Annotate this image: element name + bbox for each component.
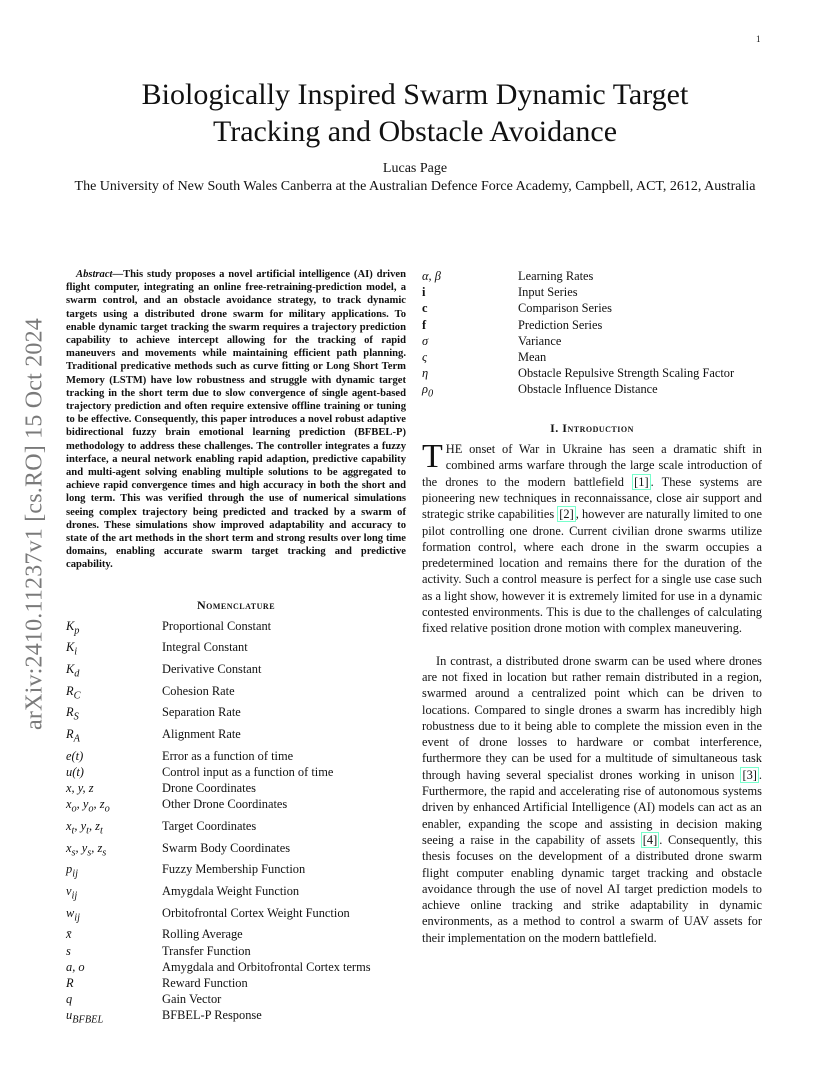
table-row bbox=[422, 268, 734, 284]
nomenclature-desc: Fuzzy Membership Function bbox=[162, 862, 306, 877]
nomenclature-desc: Drone Coordinates bbox=[162, 781, 256, 796]
nomenclature-desc: Proportional Constant bbox=[162, 618, 272, 633]
nomenclature-symbol: $K_i$ bbox=[66, 640, 78, 658]
nomenclature-desc: Transfer Function bbox=[162, 943, 251, 958]
nomenclature-symbol: $\rho_0$ bbox=[422, 382, 434, 400]
table-row bbox=[422, 365, 734, 381]
affiliation: The University of New South Wales Canberra at the Australian Defence Force Academy, Campbell, ACT, 2612, Australia bbox=[74, 179, 756, 194]
nomenclature-desc: Swarm Body Coordinates bbox=[162, 840, 291, 855]
nomenclature-symbol: σ bbox=[422, 333, 429, 348]
table-row bbox=[66, 704, 371, 726]
table-row bbox=[66, 991, 371, 1007]
nomenclature-desc: Target Coordinates bbox=[162, 818, 257, 833]
right-column bbox=[422, 268, 762, 946]
nomenclature-symbol: $K_d$ bbox=[66, 662, 80, 680]
author: Lucas Page bbox=[382, 161, 448, 176]
page-number: 1 bbox=[756, 34, 761, 44]
nomenclature-symbol: q bbox=[66, 992, 73, 1007]
introduction-heading: I. Introduction bbox=[550, 421, 634, 436]
nomenclature-table-right bbox=[422, 268, 734, 403]
table-row bbox=[66, 748, 371, 764]
nomenclature-desc: Obstacle Repulsive Strength Scaling Factor bbox=[518, 366, 735, 381]
nomenclature-desc: BFBEL-P Response bbox=[162, 1008, 262, 1023]
table-row bbox=[66, 861, 371, 883]
table-row bbox=[422, 381, 734, 403]
nomenclature-symbol: $v_{ij}$ bbox=[66, 884, 78, 902]
arxiv-id: arXiv:2410.11237v1 [cs.RO] 15 Oct 2024 bbox=[21, 318, 48, 730]
title-line-1: Biologically Inspired Swarm Dynamic Target bbox=[141, 78, 689, 111]
nomenclature-desc: Derivative Constant bbox=[162, 662, 262, 677]
paper-title bbox=[60, 76, 770, 150]
nomenclature-desc: Gain Vector bbox=[162, 992, 222, 1007]
nomenclature-desc: Prediction Series bbox=[518, 317, 603, 332]
nomenclature-desc: Obstacle Influence Distance bbox=[518, 382, 658, 397]
table-row bbox=[422, 317, 734, 333]
nomenclature-symbol: $K_p$ bbox=[66, 618, 80, 637]
table-row bbox=[66, 618, 371, 640]
nomenclature-symbol: x̄ bbox=[66, 927, 72, 942]
nomenclature-desc: Learning Rates bbox=[518, 269, 594, 283]
table-row bbox=[66, 764, 371, 780]
nomenclature-desc: Amygdala Weight Function bbox=[162, 884, 300, 898]
table-row bbox=[66, 796, 371, 818]
left-column bbox=[66, 268, 406, 1029]
table-row bbox=[422, 284, 734, 300]
title-line-2: Tracking and Obstacle Avoidance bbox=[212, 115, 618, 148]
nomenclature-symbol: α, β bbox=[422, 269, 441, 283]
table-row bbox=[66, 639, 371, 661]
table-row bbox=[66, 905, 371, 927]
nomenclature-symbol: $u_{BFBEL}$ bbox=[66, 1008, 104, 1026]
drop-cap: T bbox=[422, 438, 443, 476]
nomenclature-symbol: $w_{ij}$ bbox=[66, 905, 81, 924]
nomenclature-symbol: i bbox=[422, 285, 426, 300]
table-row bbox=[66, 683, 371, 705]
table-row bbox=[66, 661, 371, 683]
table-row bbox=[66, 926, 371, 942]
nomenclature-symbol: η bbox=[422, 366, 429, 381]
nomenclature-desc: Variance bbox=[518, 333, 562, 348]
nomenclature-desc: Comparison Series bbox=[518, 301, 612, 316]
nomenclature-desc: Alignment Rate bbox=[162, 727, 241, 742]
nomenclature-desc: Cohesion Rate bbox=[162, 683, 235, 698]
nomenclature-symbol: $x_t$, $y_t$, $z_t$ bbox=[66, 818, 103, 837]
nomenclature-desc: Input Series bbox=[518, 285, 578, 300]
table-row bbox=[66, 818, 371, 840]
abstract-text: —This study proposes a novel artificial intelligence (AI) driven flight computer, integrating an online free-retraining-prediction model, a swarm control, and an obstacle avoidance strategy, to track dynamic targets using a distributed drone swarm for military applications. To enable dynamic target tracking the swarm requires a trajectory prediction capability to achieve intercept allowing for the tracking of rapid maneuvers and movements while maintaining efficient path planning. Traditional predicative methods such as curve fitting or Long Short Term Memory (LSTM) have low robustness and struggle with dynamic target tracking in the short term due to slow convergence of single agent-based trajectory prediction and often require extensive offline training or tuning to be effective. Consequently, this paper introduces a novel robust adaptive bidirectional fuzzy brain emotional learning prediction (BFBEL-P) methodology to address these challenges. The controller integrates a fuzzy interface, a neural network enabling rapid adaption, predictive capability and multi-agent solving enabling multiple solutions to be aggregated to achieve rapid convergence times and high accuracy in both the short and long term. This was verified through the use of numerical simulations seeing complex trajectory being predicted and tracked by a swarm of drones. These simulations show improved adaptability and accuracy to state of the art methods in the short term and strong results over long time domains, enabling accurate swarm target tracking and predictive capability. bbox=[66, 269, 406, 571]
abstract-label: Abstract bbox=[76, 269, 113, 280]
citation-link[interactable]: [4] bbox=[642, 832, 658, 847]
table-row bbox=[66, 780, 371, 796]
table-row bbox=[66, 959, 371, 975]
intro-paragraph-2: In contrast, a distributed drone swarm can be used where drones are not fixed in location but rather remain distributed in a region, swarmed around a centralized point which can be driven to locations. Compared to single drones a swarm has incredibly high robustness due to it being able to complete the mission even in the event of drone losses to hardware or combat interference, furthermore they can be used for a multitude of simultaneous task through having several specialist drones working in unison [3] . Furthermore, the rapid and accelerating rise of autonomous systems driven by enhanced Artificial Intelligence (AI) models can act as an enabler, expanding the scope and assisting in decision making seeing a raise in the capability of assets [4] . Consequently, this thesis focuses on the development of a distributed drone swarm flight computer enabling dynamic target tracking and obstacle avoidance through the use of novel AI target prediction models to achieve online tracking and strike adaptability in dynamic environments, as a method to control a swarm of UAV assets for their implementation on the modern battlefield. bbox=[422, 653, 762, 945]
nomenclature-heading: Nomenclature bbox=[196, 597, 276, 612]
nomenclature-symbol: c bbox=[422, 301, 428, 316]
nomenclature-symbol: u(t) bbox=[66, 764, 84, 779]
table-row bbox=[422, 349, 734, 365]
nomenclature-desc: Amygdala and Orbitofrontal Cortex terms bbox=[162, 959, 371, 974]
nomenclature-symbol: $p_{ij}$ bbox=[66, 862, 78, 880]
nomenclature-desc: Mean bbox=[518, 350, 547, 365]
intro-paragraph-1: THE onset of War in Ukraine has seen a dramatic shift in combined arms warfare through the large scale introduction of the drones to the modern battlefield [1] . These systems are pioneering new techniques in reconnaissance, close air support and strategic strike capabilities [2] , however are naturally limited to one pilot controlling one drone. Current civilian drone swarms utilize formation control, where each drone in the swarm occupies a predetermined location and remains there for the duration of the activity. Such a control measure is perfect for a single use case such as a light show, however it is extremely limited for use in a dynamic contested environments. This is due to the challenges of calculating fixed relative position drone motion with complex maneuvering. bbox=[422, 438, 762, 636]
table-row bbox=[66, 943, 371, 959]
nomenclature-symbol: $R_A$ bbox=[66, 727, 80, 745]
nomenclature-symbol: R bbox=[66, 975, 74, 990]
nomenclature-desc: Separation Rate bbox=[162, 705, 241, 720]
citation-link[interactable]: [2] bbox=[559, 507, 574, 522]
nomenclature-desc: Error as a function of time bbox=[162, 748, 294, 763]
nomenclature-symbol: $R_S$ bbox=[66, 705, 79, 723]
table-row bbox=[66, 840, 371, 862]
nomenclature-symbol: $x_o$, $y_o$, $z_o$ bbox=[66, 797, 110, 815]
citation-link[interactable]: [3] bbox=[742, 767, 757, 782]
table-row bbox=[66, 975, 371, 991]
nomenclature-symbol: $x_s$, $y_s$, $z_s$ bbox=[66, 840, 107, 859]
table-row bbox=[422, 333, 734, 349]
nomenclature-symbol: $R_C$ bbox=[66, 683, 81, 702]
nomenclature-desc: Other Drone Coordinates bbox=[162, 797, 288, 812]
nomenclature-desc: Control input as a function of time bbox=[162, 764, 334, 779]
nomenclature-symbol: e(t) bbox=[66, 748, 84, 763]
nomenclature-symbol: ς bbox=[422, 350, 428, 365]
arxiv-stamp bbox=[18, 288, 52, 760]
table-row bbox=[422, 300, 734, 316]
nomenclature-symbol: x, y, z bbox=[66, 781, 94, 796]
nomenclature-symbol: f bbox=[422, 317, 427, 332]
nomenclature-desc: Rolling Average bbox=[162, 927, 243, 942]
table-row bbox=[66, 726, 371, 748]
nomenclature-symbol: a, o bbox=[66, 959, 85, 974]
table-row bbox=[66, 883, 371, 905]
nomenclature-table-left bbox=[66, 618, 371, 1029]
table-row bbox=[66, 1007, 371, 1029]
abstract bbox=[66, 268, 406, 572]
nomenclature-desc: Reward Function bbox=[162, 975, 248, 990]
nomenclature-symbol: s bbox=[66, 943, 71, 958]
citation-link[interactable]: [1] bbox=[634, 474, 649, 489]
nomenclature-desc: Integral Constant bbox=[162, 640, 248, 655]
nomenclature-desc: Orbitofrontal Cortex Weight Function bbox=[162, 905, 350, 920]
